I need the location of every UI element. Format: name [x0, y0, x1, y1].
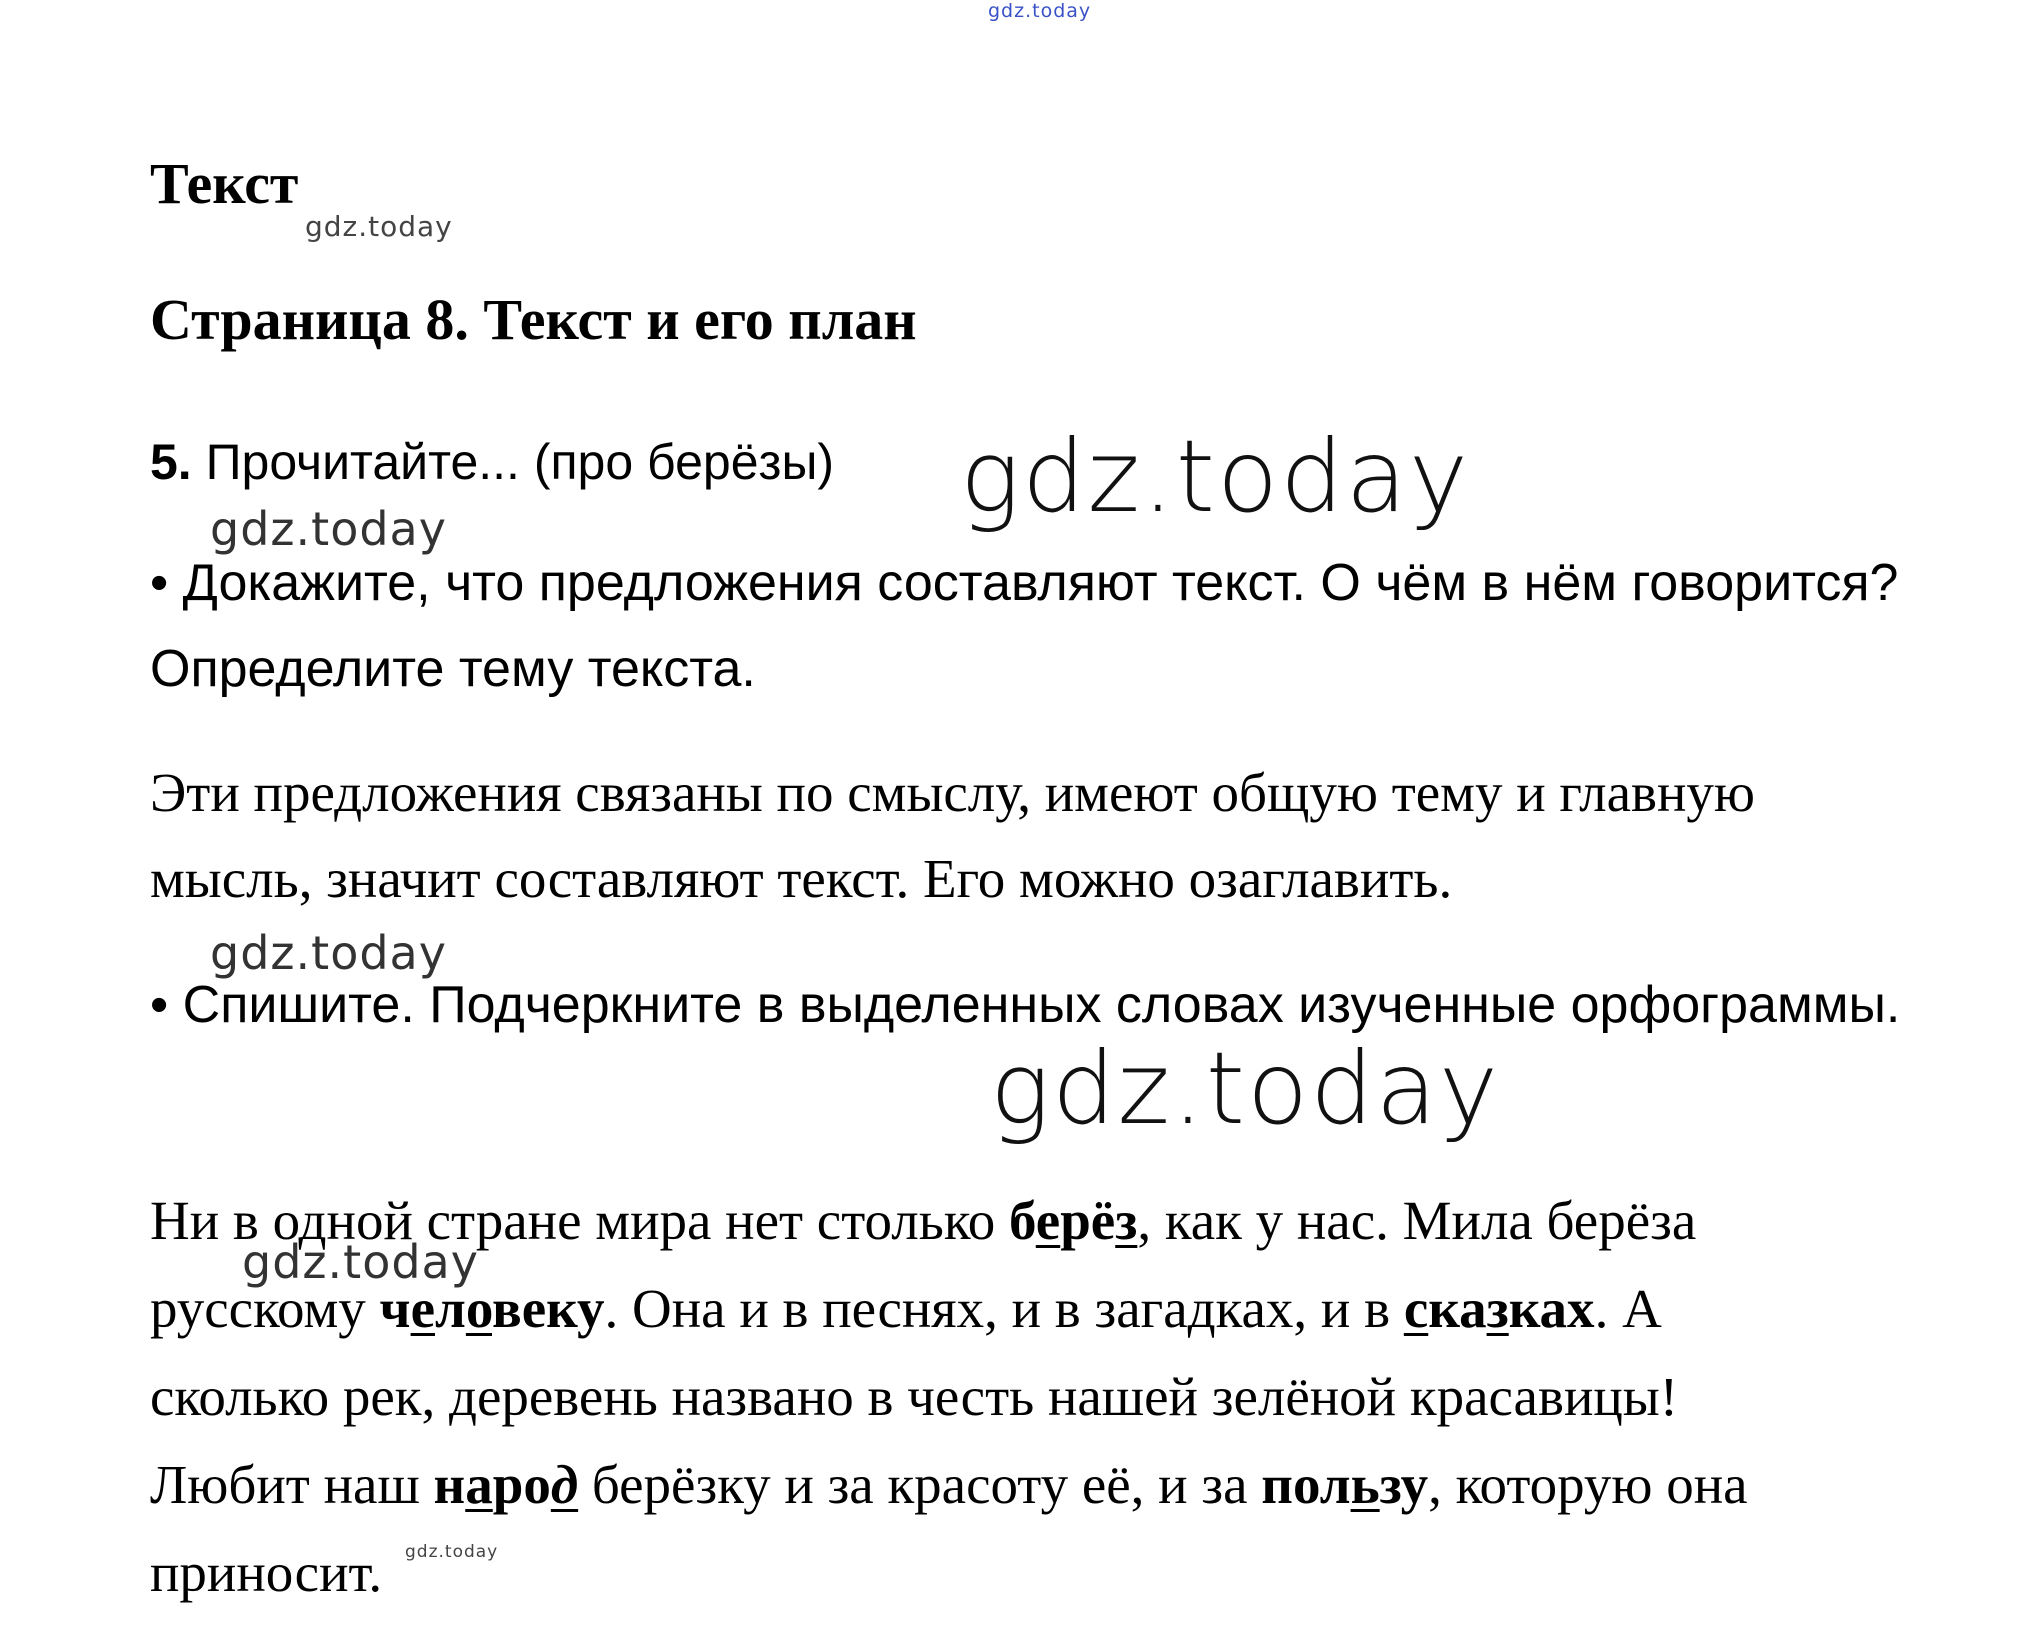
- watermark-medium: gdz.today: [210, 502, 447, 556]
- answer-line: Эти предложения связаны по смыслу, имеют общую тему и главную: [150, 762, 1756, 823]
- instruction-copy-underline: • Спишите. Подчеркните в выделенных словах изученные орфограммы.: [150, 976, 1901, 1034]
- paragraph-line: русскому человеку. Она и в песнях, и в загадках, и в сказках. А: [150, 1278, 1662, 1339]
- highlighted-word-cheloveku: человеку: [379, 1278, 605, 1339]
- highlighted-word-skazkah: сказках: [1403, 1278, 1595, 1339]
- paragraph-line: приносит.: [150, 1542, 383, 1603]
- watermark-top: gdz.today: [988, 0, 1092, 22]
- watermark-medium: gdz.today: [210, 926, 447, 980]
- section-heading: Текст: [150, 151, 299, 216]
- watermark-large: gdz.today: [960, 418, 1471, 535]
- task-text: Прочитайте... (про берёзы): [191, 434, 835, 490]
- task-number: 5.: [150, 434, 192, 490]
- answer-text: [150, 750, 1910, 922]
- highlighted-word-polzu: пользу: [1261, 1454, 1429, 1515]
- highlighted-word-berez: берёз: [1009, 1190, 1138, 1251]
- paragraph-line: Ни в одной стране мира нет столько берёз, как у нас. Мила берёза: [150, 1190, 1697, 1251]
- instruction-prove-text: • Докажите, что предложения составляют текст. О чём в нём говорится? Определите тему текста.: [150, 554, 1899, 698]
- watermark-small: gdz.today: [405, 1542, 499, 1562]
- answer-line: мысль, значит составляют текст. Его можно озаглавить.: [150, 848, 1453, 909]
- task-header: [150, 432, 834, 492]
- watermark-medium: gdz.today: [242, 1235, 479, 1289]
- paragraph-line: сколько рек, деревень названо в честь нашей зелёной красавицы!: [150, 1366, 1679, 1427]
- watermark-large: gdz.today: [990, 1030, 1501, 1147]
- watermark-small: gdz.today: [305, 210, 453, 243]
- highlighted-word-narod: народ: [433, 1454, 579, 1515]
- paragraph-line: Любит наш народ берёзку и за красоту её, и за пользу, которую она: [150, 1454, 1748, 1515]
- page-title: Страница 8. Текст и его план: [150, 287, 917, 352]
